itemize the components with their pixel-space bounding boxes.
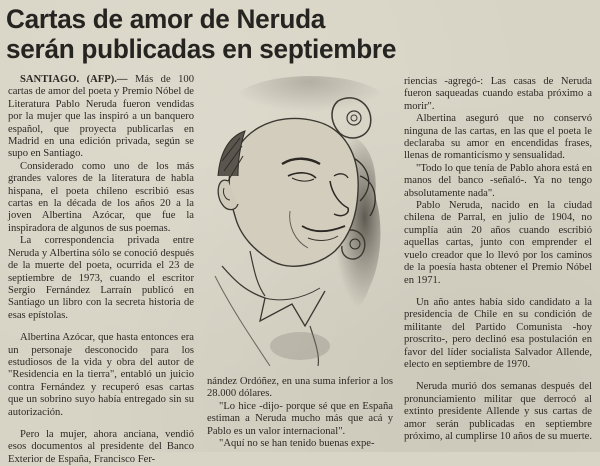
paragraph: Neruda murió dos semanas después del pronunciamiento militar que derrocó al extinto presidente Allende y sus cartas de amor serán publicadas en septiembre próximo, al cumplirse 10 años de su muerte. <box>404 381 592 442</box>
paragraph: Pablo Neruda, nacido en la ciudad chilena de Parral, en julio de 1904, no cumplía aún 20 años cuando escribió aquellas cartas, junto con emprender el vuelo creador que lo llevó por los caminos de la poesía hasta obtener el Premio Nóbel en 1971. <box>404 200 592 286</box>
paragraph: Considerado como uno de los más grandes valores de la literatura de habla hispana, el poeta chileno escribió esas cartas en la década de los años 20 a la joven Albertina Azócar, que fue la inspiradora de algunos de sus poemas. <box>8 160 194 234</box>
headline-line-2: serán publicadas en septiembre <box>6 34 397 64</box>
headline-line-1: Cartas de amor de Neruda <box>6 4 326 34</box>
paragraph: Pero la mujer, ahora anciana, vendió esos documentos al presidente del Banco Exterior de España, Francisco Fer- <box>8 428 194 465</box>
article-column-1 <box>8 74 194 466</box>
headline <box>6 4 433 64</box>
paragraph: "Lo hice -dijo- porque sé que en España estiman a Neruda mucho más que acá y Pablo es un valor internacional". <box>207 400 393 437</box>
paragraph: La correspondencia privada entre Neruda y Albertina sólo se conoció después de la muerte del poeta, ocurrida el 23 de septiembre de 1973, cuando el escritor Sergio Fernández Larraín publicó en Santiago un libro con la secreta historia de esas epístolas. <box>8 235 194 321</box>
article-column-2 <box>207 376 393 450</box>
paragraph: SANTIAGO. (AFP).— Más de 100 cartas de amor del poeta y Premio Nóbel de Literatura Pablo Neruda fueron vendidas por la mujer que las inspiró a un banquero español, que proyecta publicarlas en Madrid en una edición privada, según se supo en Santiago. <box>8 74 194 160</box>
dateline: SANTIAGO. (AFP).— <box>20 74 128 85</box>
paragraph: Albertina aseguró que no conservó ninguna de las cartas, en las que el poeta le declaraba su amor en encendidas frases, llenas de romanticismo y sensualidad. <box>404 113 592 162</box>
paragraph: riencias -agregó-: Las casas de Neruda fueron saqueadas cuando estaba próximo a morir". <box>404 76 592 112</box>
paragraph: Albertina Azócar, que hasta entonces era un personaje desconocido para los estudiosos de la vida y obra del autor de "Residencia en la tierra", entabló un juicio contra Fernández y recuperó esas cartas que un sobrino suyo había entregado sin su autorización. <box>8 332 194 418</box>
paragraph: "Aquí no se han tenido buenas expe- <box>219 438 375 450</box>
paragraph: nández Ordóñez, en una suma inferior a los 28.000 dólares. <box>207 376 393 400</box>
article-column-3 <box>404 76 592 443</box>
paragraph: Un año antes había sido candidato a la presidencia de Chile en su condición de militante del Partido Comunista -hoy proscrito-, pero declinó esa postulación en favor del líder socialista Salvador Allende, electo en septiembre de 1970. <box>404 296 592 370</box>
neruda-portrait-illustration <box>210 76 390 366</box>
paragraph: "Todo lo que tenía de Pablo ahora está en manos del banco -señaló-. Ya no tengo absolutamente nada". <box>404 162 592 199</box>
